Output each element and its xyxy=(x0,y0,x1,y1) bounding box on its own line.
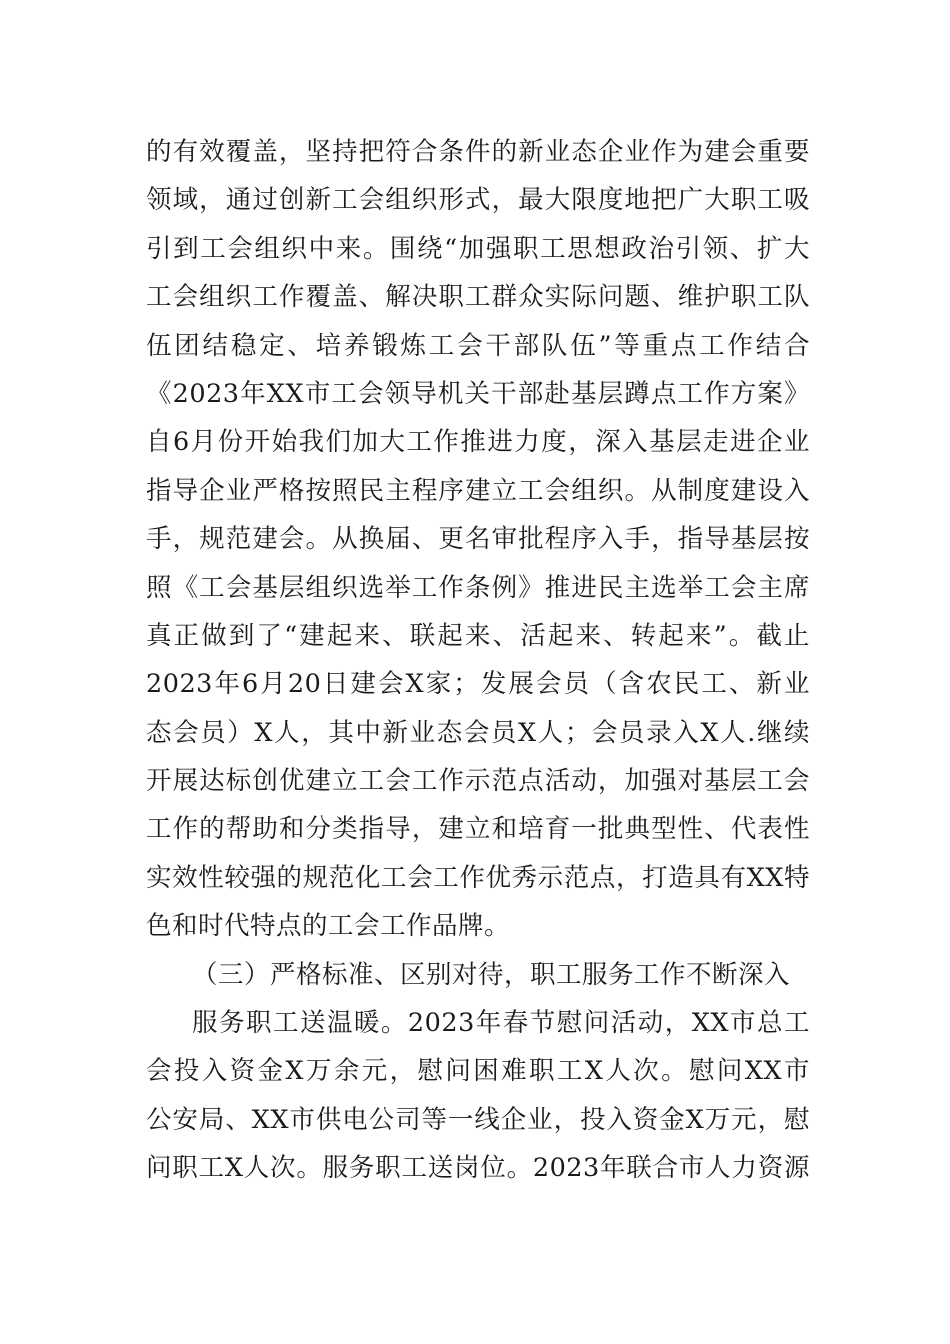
text-line: 领域，通过创新工会组织形式，最大限度地把广大职工吸 xyxy=(146,185,810,216)
text-line: 工会组织工作覆盖、解决职工群众实际问题、维护职工队 xyxy=(146,282,810,313)
text-line: 手，规范建会。从换届、更名审批程序入手，指导基层按 xyxy=(146,524,810,555)
text-line: 问职工X人次。服务职工送岗位。2023年联合市人力资源 xyxy=(146,1153,810,1184)
text-line: 指导企业严格按照民主程序建立工会组织。从制度建设入 xyxy=(146,475,810,506)
text-line: 真正做到了“建起来、联起来、活起来、转起来”。截止 xyxy=(146,620,810,651)
text-line-paragraph-end: 色和时代特点的工会工作品牌。 xyxy=(146,911,511,942)
text-line: 的有效覆盖，坚持把符合条件的新业态企业作为建会重要 xyxy=(146,137,810,167)
text-line: 态会员）X人，其中新业态会员X人；会员录入X人.继续 xyxy=(146,717,810,748)
text-line: 会投入资金X万余元，慰问困难职工X人次。慰问XX市 xyxy=(146,1056,810,1087)
section-heading: （三）严格标准、区别对待，职工服务工作不断深入 xyxy=(192,959,791,990)
body-text xyxy=(146,128,810,1193)
text-line: 实效性较强的规范化工会工作优秀示范点，打造具有XX特 xyxy=(146,862,810,893)
text-line-paragraph-start: 服务职工送温暖。2023年春节慰问活动，XX市总工 xyxy=(192,1008,810,1039)
text-line: 《2023年XX市工会领导机关干部赴基层蹲点工作方案》 xyxy=(146,378,810,409)
text-line: 照《工会基层组织选举工作条例》推进民主选举工会主席 xyxy=(146,572,810,603)
text-line: 2023年6月20日建会X家；发展会员（含农民工、新业 xyxy=(146,669,810,700)
text-line: 自6月份开始我们加大工作推进力度，深入基层走进企业 xyxy=(146,427,810,458)
text-line: 伍团结稳定、培养锻炼工会干部队伍”等重点工作结合 xyxy=(146,330,810,361)
text-line: 引到工会组织中来。围绕“加强职工思想政治引领、扩大 xyxy=(146,233,810,264)
text-line: 开展达标创优建立工会工作示范点活动，加强对基层工会 xyxy=(146,766,810,797)
text-line: 工作的帮助和分类指导，建立和培育一批典型性、代表性 xyxy=(146,814,810,845)
text-line: 公安局、XX市供电公司等一线企业，投入资金X万元，慰 xyxy=(146,1104,810,1135)
